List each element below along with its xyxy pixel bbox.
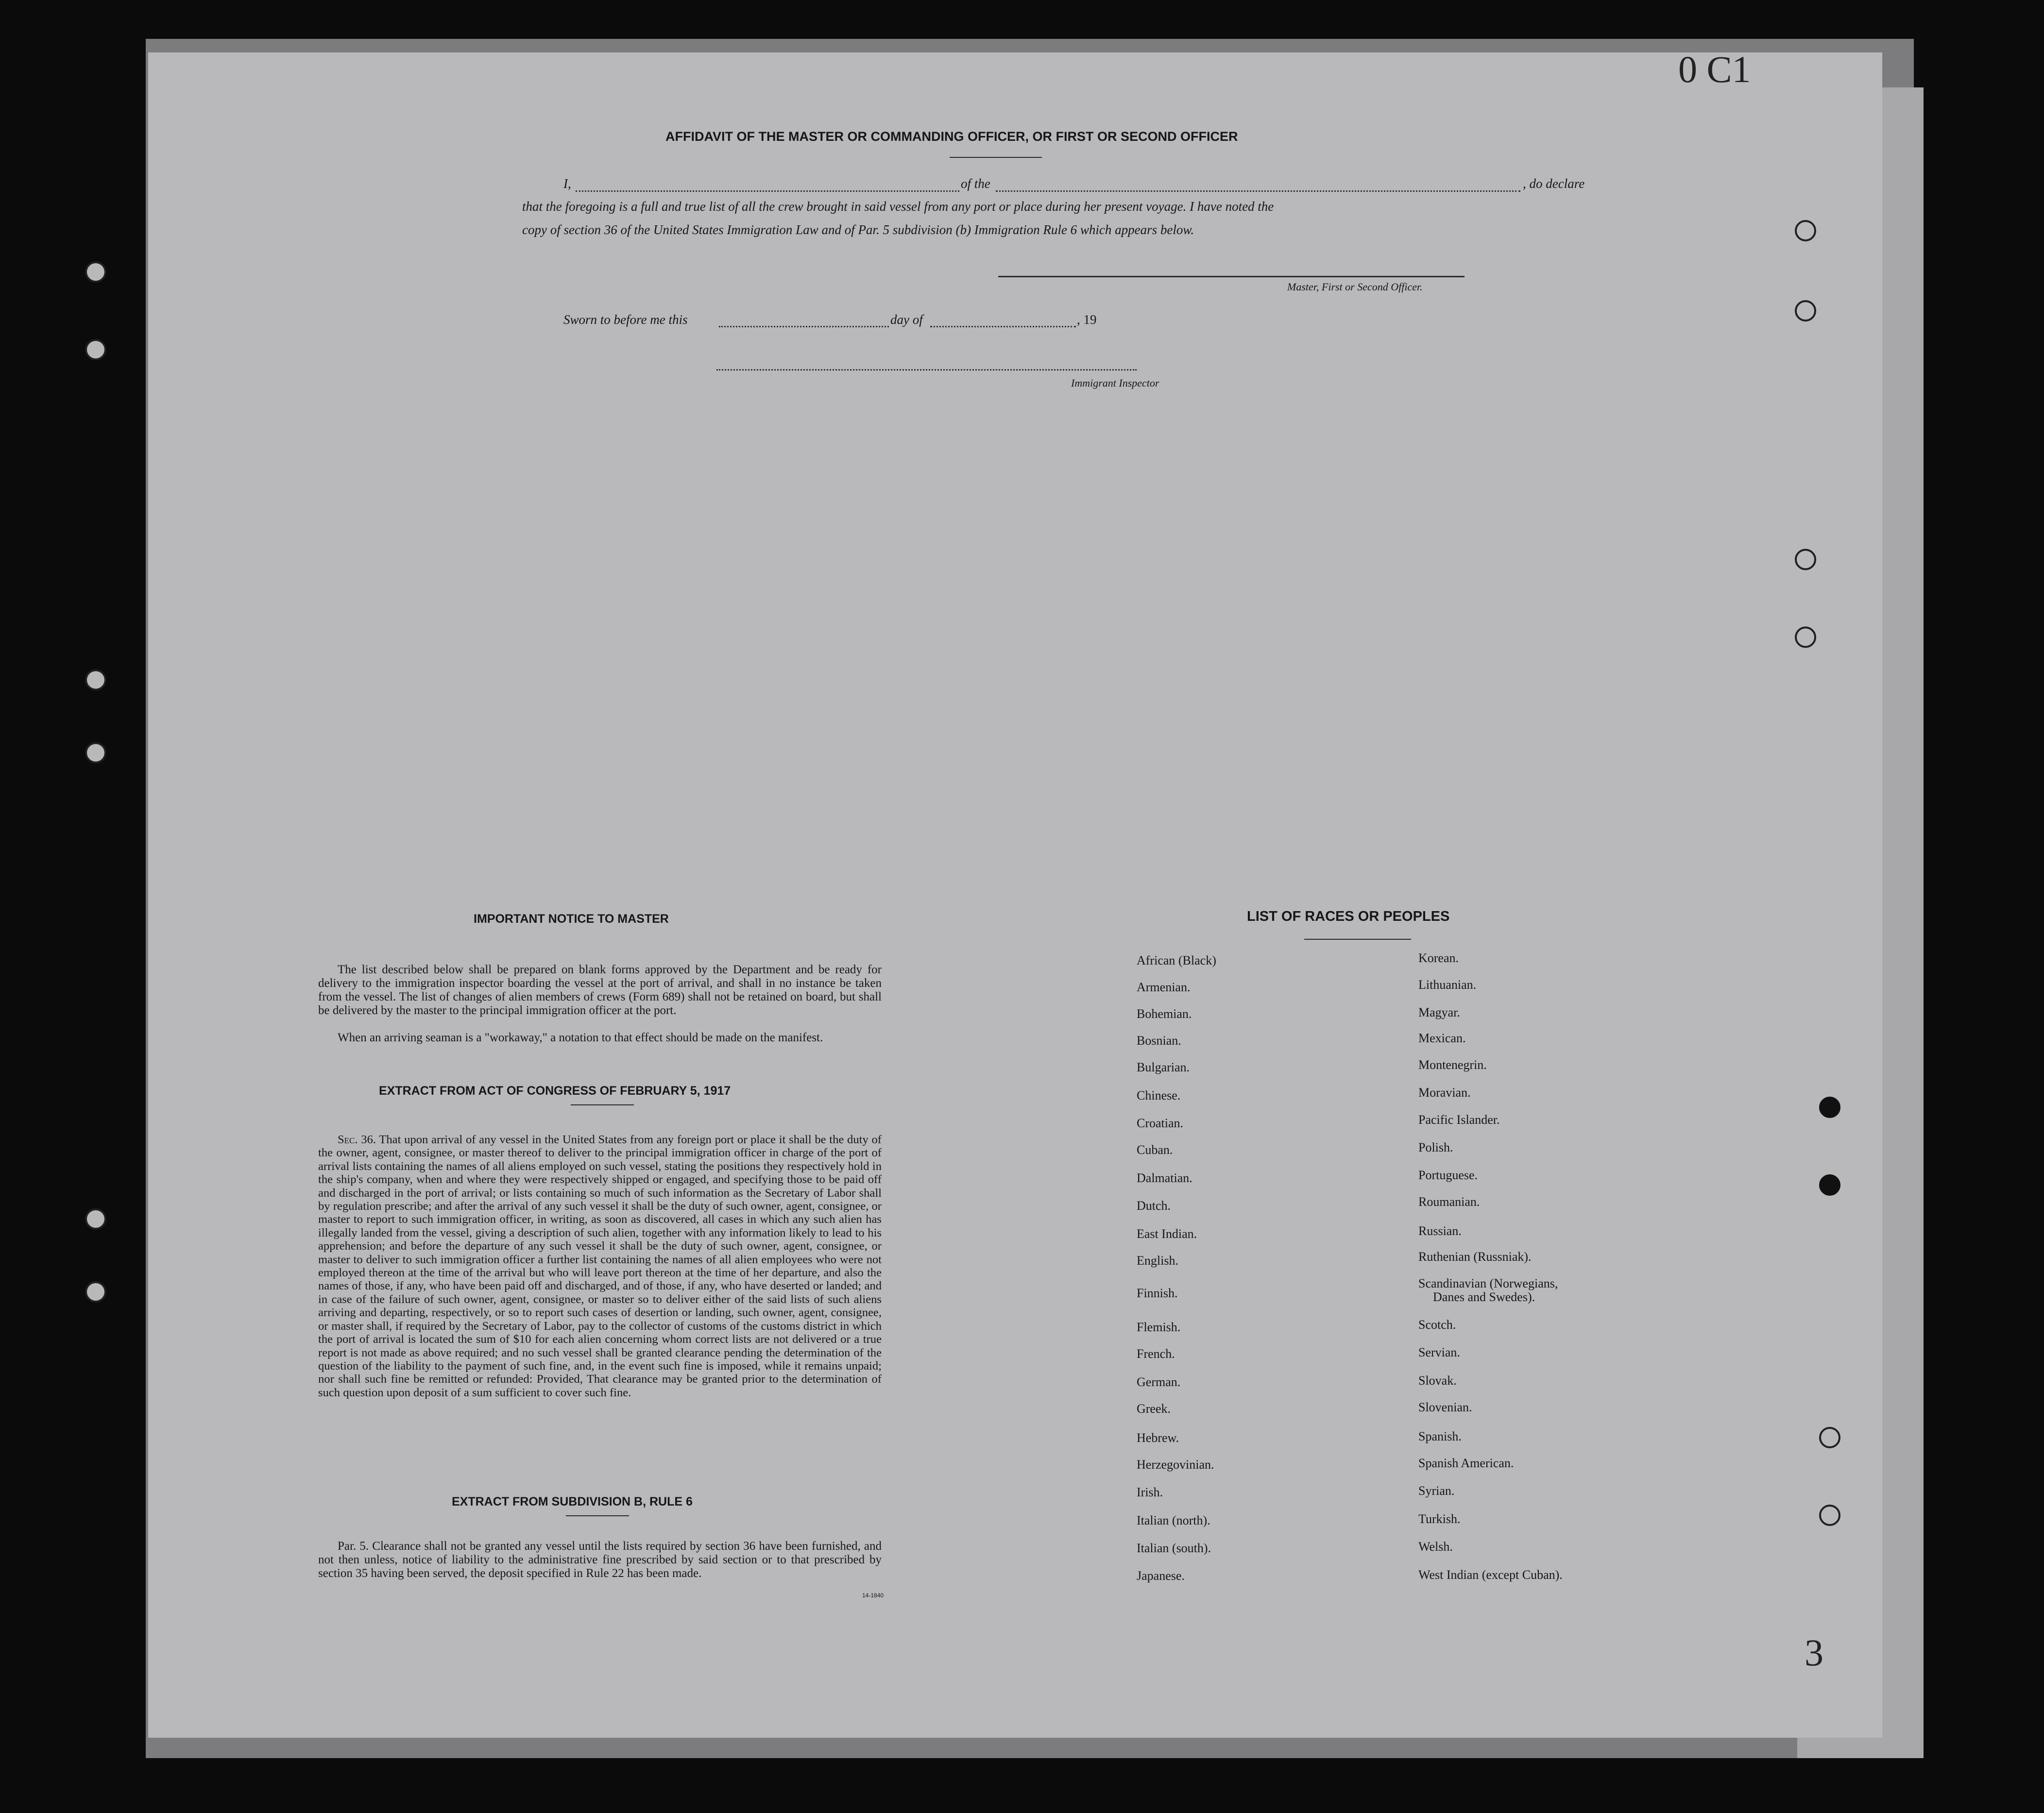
affidavit-title: AFFIDAVIT OF THE MASTER OR COMMANDING OFFICER, OR FIRST OR SECOND OFFICER (665, 129, 1238, 144)
race-item: Herzegovinian. (1137, 1457, 1214, 1472)
race-item: Welsh. (1418, 1540, 1453, 1554)
race-item: Spanish American. (1418, 1456, 1514, 1470)
affidavit-line1-of-the: of the (961, 176, 990, 191)
punch-hole-right-2 (1795, 300, 1816, 322)
punch-hole-left-4 (85, 742, 106, 763)
race-item: Portuguese. (1418, 1168, 1478, 1182)
race-item: Finnish. (1137, 1286, 1178, 1300)
race-item: Scandinavian (Norwegians, (1418, 1276, 1558, 1290)
race-item: Lithuanian. (1418, 978, 1477, 992)
master-name-field[interactable] (576, 190, 959, 192)
race-item: Cuban. (1137, 1143, 1173, 1157)
sec-36-label: Sec. 36. (338, 1133, 376, 1146)
race-item: Flemish. (1137, 1320, 1181, 1334)
race-item: Korean. (1418, 951, 1459, 965)
race-item: Scotch. (1418, 1318, 1456, 1332)
race-item: Syrian. (1418, 1484, 1455, 1498)
race-item: West Indian (except Cuban). (1418, 1568, 1563, 1582)
punch-hole-left-5 (85, 1208, 106, 1230)
race-item: Armenian. (1137, 980, 1191, 994)
sec-36-text: That upon arrival of any vessel in the United States from any foreign port or place it shall be the duty of the owner, agent, consignee, or master thereof to deliver to the principal immigration officer in charge of the port of arrival lists containing the names of all aliens employed on such vessel, stating the positions they respectively hold in the ship's company, when and where they were respectively shipped or engaged, and specifying those to be paid off and discharged in the port of arrival; or lists containing so much of such information as the Secretary of Labor shall by regulation prescribe; and after the arrival of any such vessel it shall be the duty of such owner, agent, consignee, or master to report to such immigration officer, in writing, as soon as discovered, all cases in which any such alien has illegally landed from the vessel, giving a description of such alien, together with any information likely to lead to his apprehension; and before the departure of any such vessel it shall be the duty of such owner, agent, consignee, or master to deliver to such immigration officer a further list containing the names of all alien employees who were not employed thereon at the time of the arrival but who will leave port thereon at the time of her departure, and also the names of those, if any, who have been paid off and discharged, and of those, if any, who have deserted or landed; and in case of the failure of such owner, agent, consignee, or master so to deliver either of the said lists of such aliens arriving and departing, respectively, or so to report such cases of desertion or landing, such owner, agent, consignee, or master shall, if required by the Secretary of Labor, pay to the collector of customs of the customs district in which the port of arrival is located the sum of $10 for each alien concerning whom correct lists are not delivered or a true report is not made as above required; and no such vessel shall be granted clearance pending the determination of the question of the liability to the payment of such fine, and, in the event such fine is imposed, while it remains unpaid; nor shall such fine be remitted or refunded: Provided, That clearance may be granted prior to the determination of such question upon deposit of a sum sufficient to cover such fine. (318, 1133, 882, 1399)
affidavit-line1-do-declare: , do declare (1523, 176, 1585, 191)
race-item: Bohemian. (1137, 1007, 1192, 1021)
master-signature-line[interactable] (998, 276, 1465, 277)
punch-hole-right-1 (1795, 220, 1816, 241)
punch-hole-right-5 (1819, 1097, 1840, 1118)
race-item: Roumanian. (1418, 1195, 1480, 1209)
races-title: LIST OF RACES OR PEOPLES (1247, 909, 1450, 924)
sworn-year-prefix: , 19 (1077, 312, 1097, 327)
sworn-month-field[interactable] (930, 326, 1076, 327)
race-item: German. (1137, 1375, 1181, 1389)
punch-hole-right-4 (1795, 627, 1816, 648)
race-item: Greek. (1137, 1402, 1171, 1416)
race-item: African (Black) (1137, 953, 1216, 967)
affidavit-line3: copy of section 36 of the United States Immigration Law and of Par. 5 subdivision (b) Immigration Rule 6 which appears below. (522, 222, 1194, 237)
race-item: Italian (north). (1137, 1513, 1210, 1527)
race-item: Montenegrin. (1418, 1058, 1487, 1072)
race-item: Turkish. (1418, 1512, 1461, 1526)
race-item: Chinese. (1137, 1088, 1181, 1102)
master-signature-label: Master, First or Second Officer. (1287, 281, 1423, 293)
corner-handwritten-mark: 0 C1 (1678, 48, 1751, 90)
race-item: East Indian. (1137, 1227, 1197, 1241)
inspector-signature-field[interactable] (716, 369, 1137, 371)
race-item: English. (1137, 1254, 1178, 1268)
extract-act-body (318, 1133, 882, 1399)
race-item: Japanese. (1137, 1569, 1185, 1583)
notice-para-2: When an arriving seaman is a "workaway," a notation to that effect should be made on the manifest. (338, 1031, 823, 1044)
punch-hole-left-1 (85, 261, 106, 283)
race-item: Bulgarian. (1137, 1060, 1190, 1074)
race-item: Bosnian. (1137, 1034, 1181, 1048)
notice-para-1: The list described below shall be prepared on blank forms approved by the Department and be ready for delivery to the immigration inspector boarding the vessel at the port of arrival, and shall in no instance be taken from the vessel. The list of changes of alien members of crews (Form 689) shall not be retained on board, but shall be delivered by the master to the principal immigration officer at the port. (318, 963, 882, 1017)
race-item: Italian (south). (1137, 1541, 1211, 1555)
races-title-rule (1304, 939, 1411, 940)
vessel-name-field[interactable] (996, 190, 1520, 192)
affidavit-title-rule (950, 157, 1042, 158)
race-item: Ruthenian (Russniak). (1418, 1250, 1532, 1264)
race-item: French. (1137, 1347, 1175, 1361)
document-page (148, 48, 1882, 1738)
punch-hole-left-6 (85, 1281, 106, 1303)
page-number-handwritten-mark: 3 (1805, 1631, 1823, 1674)
race-item: Croatian. (1137, 1116, 1184, 1130)
race-item: Russian. (1418, 1224, 1462, 1238)
race-item: Servian. (1418, 1345, 1460, 1359)
race-item: Spanish. (1418, 1429, 1462, 1443)
race-item: Polish. (1418, 1140, 1453, 1154)
inspector-label: Immigrant Inspector (1071, 377, 1159, 389)
extract-rule-title: EXTRACT FROM SUBDIVISION B, RULE 6 (452, 1495, 693, 1508)
race-item: Irish. (1137, 1485, 1163, 1499)
extract-act-title: EXTRACT FROM ACT OF CONGRESS OF FEBRUARY 5, 1917 (379, 1084, 731, 1098)
extract-rule-body: Par. 5. Clearance shall not be granted any vessel until the lists required by section 36 have been furnished, and not then unless, notice of liability to the administrative fine prescribed by said section or to that prescribed by section 35 having been served, the deposit specified in Rule 22 has been made. (318, 1540, 882, 1580)
extract-act-title-rule (571, 1104, 634, 1105)
race-item: Danes and Swedes). (1433, 1290, 1535, 1304)
punch-hole-left-3 (85, 669, 106, 691)
race-item: Dutch. (1137, 1199, 1171, 1213)
race-item: Hebrew. (1137, 1431, 1179, 1445)
sworn-text: Sworn to before me this (563, 312, 688, 327)
punch-hole-left-2 (85, 339, 106, 360)
race-item: Slovak. (1418, 1373, 1457, 1388)
form-number: 14-1840 (862, 1592, 884, 1599)
sworn-day-field[interactable] (719, 326, 889, 327)
race-item: Dalmatian. (1137, 1171, 1192, 1185)
extract-rule-title-rule (566, 1515, 629, 1516)
punch-hole-right-3 (1795, 549, 1816, 570)
race-item: Mexican. (1418, 1031, 1466, 1045)
race-item: Magyar. (1418, 1005, 1460, 1019)
punch-hole-right-7 (1819, 1427, 1840, 1448)
affidavit-line1-i: I, (563, 176, 571, 191)
race-item: Pacific Islander. (1418, 1113, 1500, 1127)
affidavit-line2: that the foregoing is a full and true list of all the crew brought in said vessel from any port or place during her present voyage. I have noted the (522, 199, 1274, 214)
race-item: Slovenian. (1418, 1400, 1472, 1414)
punch-hole-right-8 (1819, 1505, 1840, 1526)
race-item: Moravian. (1418, 1085, 1471, 1100)
notice-title: IMPORTANT NOTICE TO MASTER (474, 912, 669, 926)
sworn-day-of: day of (890, 312, 923, 327)
punch-hole-right-6 (1819, 1174, 1840, 1196)
